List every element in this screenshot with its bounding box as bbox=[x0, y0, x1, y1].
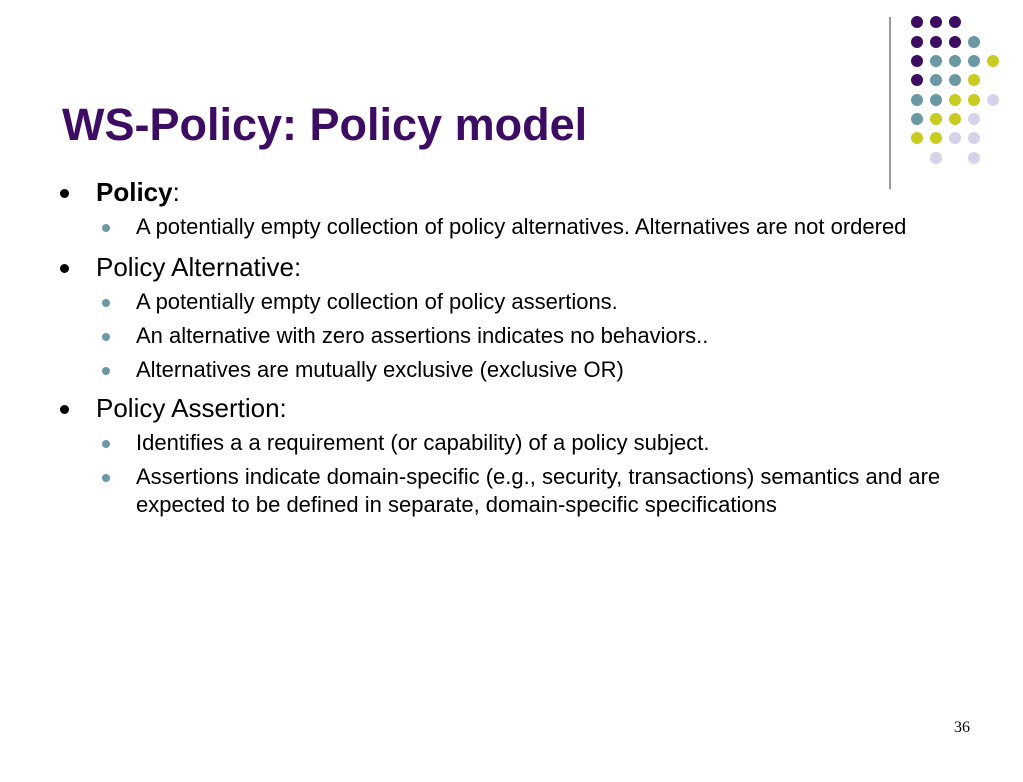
sub-bullet-text: Assertions indicate domain-specific (e.g., security, transactions) semantics and are expected to be defined in separate, domain-specific specifications bbox=[136, 464, 941, 517]
slide-page-number: 36 bbox=[954, 719, 970, 736]
sub-bullet-dot bbox=[102, 367, 110, 375]
sub-bullet-dot bbox=[102, 299, 110, 307]
title-divider-line bbox=[889, 17, 891, 189]
sub-bullet bbox=[60, 429, 950, 457]
sub-bullet-text: Identifies a a requirement (or capability) of a policy subject. bbox=[136, 430, 710, 455]
sub-bullet-text: An alternative with zero assertions indicates no behaviors.. bbox=[136, 323, 709, 348]
sub-bullet bbox=[60, 356, 950, 384]
slide-body bbox=[60, 172, 950, 525]
slide-title: WS-Policy: Policy model bbox=[62, 99, 588, 150]
sub-bullet bbox=[60, 213, 950, 241]
sub-bullet bbox=[60, 288, 950, 316]
bullet-policy-head: Policy bbox=[96, 177, 173, 207]
sub-bullet-dot bbox=[102, 474, 110, 482]
bullet-dot bbox=[60, 405, 69, 414]
sub-bullet-dot bbox=[102, 224, 110, 232]
bullet-policy-colon: : bbox=[172, 177, 180, 207]
sub-bullet-text: A potentially empty collection of policy alternatives. Alternatives are not ordered bbox=[136, 214, 907, 239]
bullet-dot bbox=[60, 264, 69, 273]
sub-bullet bbox=[60, 463, 950, 519]
sub-bullet-text: A potentially empty collection of policy assertions. bbox=[136, 289, 618, 314]
bullet-policy-alternative-head: Policy Alternative: bbox=[96, 252, 302, 282]
bullet-policy bbox=[60, 176, 950, 209]
sub-bullet-text: Alternatives are mutually exclusive (exclusive OR) bbox=[136, 357, 624, 382]
sub-bullet-dot bbox=[102, 333, 110, 341]
sub-bullet bbox=[60, 322, 950, 350]
sub-bullet-dot bbox=[102, 440, 110, 448]
bullet-policy-alternative bbox=[60, 251, 950, 284]
bullet-dot bbox=[60, 189, 69, 198]
bullet-policy-assertion-head: Policy Assertion: bbox=[96, 393, 287, 423]
bullet-policy-assertion bbox=[60, 392, 950, 425]
